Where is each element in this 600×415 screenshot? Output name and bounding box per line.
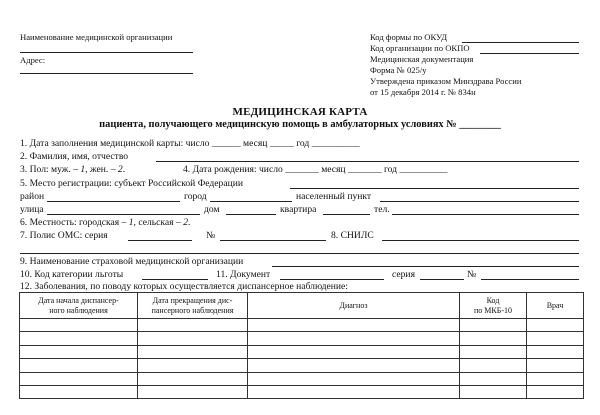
table-cell[interactable] bbox=[138, 359, 248, 372]
table-cell[interactable] bbox=[138, 319, 248, 332]
address-label: Адрес: bbox=[20, 55, 46, 65]
page-title: МЕДИЦИНСКАЯ КАРТА bbox=[232, 106, 368, 118]
col-header-diagnosis bbox=[248, 293, 460, 319]
table-row bbox=[20, 345, 584, 358]
fill-date-label: 1. Дата заполнения медицинской карты: число bbox=[20, 138, 210, 149]
field-sex bbox=[20, 164, 125, 176]
locality-label-mid: , сельская – bbox=[133, 217, 184, 228]
table-cell[interactable] bbox=[248, 319, 460, 332]
table-cell[interactable] bbox=[248, 332, 460, 345]
org-name-label: Наименование медицинской организации bbox=[20, 32, 173, 42]
table-row bbox=[20, 319, 584, 332]
gorod-line[interactable] bbox=[210, 201, 292, 202]
table-header-row bbox=[20, 293, 584, 319]
locality-rural-code: 2 bbox=[183, 217, 188, 228]
table-cell[interactable] bbox=[460, 332, 527, 345]
dom-label: дом bbox=[204, 204, 220, 215]
subject-line[interactable] bbox=[290, 188, 579, 189]
address-line[interactable] bbox=[20, 73, 193, 74]
dom-line[interactable] bbox=[226, 214, 276, 215]
table-cell[interactable] bbox=[20, 372, 138, 385]
np-label: населенный пункт bbox=[296, 191, 372, 202]
sex-label-end: . bbox=[122, 164, 126, 175]
table-cell[interactable] bbox=[460, 359, 527, 372]
table-body bbox=[20, 319, 584, 399]
col-header-start-date-l2: ного наблюдения bbox=[49, 305, 108, 315]
fio-line[interactable] bbox=[156, 161, 579, 162]
table-row bbox=[20, 359, 584, 372]
col-header-icd-code bbox=[460, 293, 527, 319]
sex-label-mid: , жен. – bbox=[85, 164, 118, 175]
document-number-line[interactable] bbox=[481, 279, 579, 280]
col-header-icd-code-l2: по МКБ-10 bbox=[474, 305, 512, 315]
table-cell[interactable] bbox=[527, 332, 584, 345]
ulitsa-label: улица bbox=[20, 204, 44, 215]
table-cell[interactable] bbox=[527, 359, 584, 372]
table-cell[interactable] bbox=[460, 372, 527, 385]
table-cell[interactable] bbox=[138, 385, 248, 398]
subtitle-text: пациента, получающего медицинскую помощь в амбулаторных условиях № bbox=[99, 119, 457, 130]
birth-year-label: год bbox=[383, 164, 398, 175]
okpo-label: Код организации по ОКПО bbox=[370, 43, 470, 53]
table-cell[interactable] bbox=[20, 319, 138, 332]
oms-number-line[interactable] bbox=[220, 240, 326, 241]
rayon-label: район bbox=[20, 191, 45, 202]
table-row bbox=[20, 332, 584, 345]
snils-line[interactable] bbox=[382, 240, 579, 241]
document-line[interactable] bbox=[280, 279, 384, 280]
table-cell[interactable] bbox=[138, 345, 248, 358]
page-subtitle bbox=[0, 119, 600, 130]
snils-label: 8. СНИЛС bbox=[331, 230, 374, 241]
birth-month-label: месяц bbox=[321, 164, 346, 175]
table-cell[interactable] bbox=[20, 332, 138, 345]
birth-year-blank[interactable]: __________ bbox=[399, 164, 448, 175]
locality-label-end: . bbox=[187, 217, 191, 228]
table-row bbox=[20, 385, 584, 398]
okpo-line[interactable] bbox=[480, 53, 579, 54]
ulitsa-line[interactable] bbox=[47, 214, 200, 215]
dispensary-table bbox=[19, 292, 584, 399]
continuation-line[interactable] bbox=[20, 253, 579, 254]
tel-label: тел. bbox=[374, 204, 390, 215]
document-number-label: № bbox=[467, 269, 477, 280]
card-number-blank[interactable]: ________ bbox=[459, 119, 501, 130]
oms-number-label: № bbox=[206, 230, 216, 241]
np-line[interactable] bbox=[380, 201, 579, 202]
form-number-label: Форма № 025/у bbox=[370, 65, 427, 75]
kvartira-line[interactable] bbox=[323, 214, 370, 215]
field-fill-date bbox=[20, 138, 360, 150]
benefit-code-label: 10. Код категории льготы bbox=[20, 269, 124, 280]
table-cell[interactable] bbox=[248, 372, 460, 385]
table-cell[interactable] bbox=[248, 345, 460, 358]
table-cell[interactable] bbox=[527, 345, 584, 358]
insurer-line[interactable] bbox=[272, 266, 579, 267]
birth-month-blank[interactable]: _______ bbox=[347, 164, 382, 175]
document-label: 11. Документ bbox=[216, 269, 271, 280]
table-cell[interactable] bbox=[20, 359, 138, 372]
document-series-line[interactable] bbox=[420, 279, 464, 280]
table-row bbox=[20, 372, 584, 385]
table-cell[interactable] bbox=[527, 385, 584, 398]
fill-date-day-blank[interactable]: ______ bbox=[211, 138, 241, 149]
table-cell[interactable] bbox=[138, 372, 248, 385]
field-birth-date bbox=[183, 164, 447, 176]
fio-label: 2. Фамилия, имя, отчество bbox=[20, 151, 129, 162]
approved-line-label: Утверждена приказом Минздрава России bbox=[370, 76, 522, 86]
rayon-line[interactable] bbox=[47, 201, 180, 202]
col-header-start-date bbox=[20, 293, 138, 319]
col-header-icd-code-l1: Код bbox=[486, 296, 500, 305]
birth-day-blank[interactable]: _______ bbox=[285, 164, 319, 175]
gorod-label: город bbox=[184, 191, 207, 202]
locality-label-pre: 6. Местность: городская – bbox=[20, 217, 129, 228]
kvartira-label: квартира bbox=[280, 204, 317, 215]
table-cell[interactable] bbox=[20, 345, 138, 358]
doc-type-label: Медицинская документация bbox=[370, 54, 474, 64]
sex-male-code: 1 bbox=[80, 164, 86, 175]
table-cell[interactable] bbox=[460, 345, 527, 358]
okud-line[interactable] bbox=[462, 42, 579, 43]
oms-label: 7. Полис ОМС: серия bbox=[20, 230, 108, 241]
fill-date-month-blank[interactable]: _____ bbox=[269, 138, 294, 149]
col-header-start-date-l1: Дата начала диспансер- bbox=[38, 296, 119, 305]
table-cell[interactable] bbox=[248, 359, 460, 372]
fill-date-month-label: месяц bbox=[243, 138, 268, 149]
table-cell[interactable] bbox=[460, 385, 527, 398]
table-cell[interactable] bbox=[20, 385, 138, 398]
col-header-end-date-l1: Дата прекращения дис- bbox=[152, 296, 233, 305]
table-cell[interactable] bbox=[527, 319, 584, 332]
diseases-label: 12. Заболевания, по поводу которых осуществляется диспансерное наблюдение: bbox=[20, 281, 348, 292]
col-header-end-date-l2: пансерного наблюдения bbox=[151, 305, 234, 315]
col-header-end-date bbox=[138, 293, 248, 319]
fill-date-year-blank[interactable]: __________ bbox=[311, 138, 360, 149]
fill-date-year-label: год bbox=[296, 138, 310, 149]
insurer-label: 9. Наименование страховой медицинской организации bbox=[20, 256, 244, 267]
sex-female-code: 2 bbox=[117, 164, 123, 175]
approved-date-label: от 15 декабря 2014 г. № 834н bbox=[370, 87, 476, 97]
field-locality bbox=[20, 217, 190, 229]
table-cell[interactable] bbox=[248, 385, 460, 398]
document-series-label: серия bbox=[392, 269, 415, 280]
sex-label-pre: 3. Пол: муж. – bbox=[20, 164, 81, 175]
col-header-diagnosis-l1: Диагноз bbox=[339, 300, 368, 310]
birth-date-label: 4. Дата рождения: число bbox=[183, 164, 283, 175]
registration-label: 5. Место регистрации: субъект Российской Федерации bbox=[20, 178, 244, 189]
table-cell[interactable] bbox=[460, 319, 527, 332]
oms-series-line[interactable] bbox=[128, 240, 192, 241]
okud-label: Код формы по ОКУД bbox=[370, 32, 448, 42]
col-header-doctor bbox=[527, 293, 584, 319]
table-cell[interactable] bbox=[138, 332, 248, 345]
locality-urban-code: 1 bbox=[128, 217, 134, 228]
org-name-line[interactable] bbox=[20, 52, 193, 53]
tel-line[interactable] bbox=[392, 214, 579, 215]
table-cell[interactable] bbox=[527, 372, 584, 385]
benefit-code-line[interactable] bbox=[142, 279, 208, 280]
col-header-doctor-l1: Врач bbox=[546, 300, 564, 310]
